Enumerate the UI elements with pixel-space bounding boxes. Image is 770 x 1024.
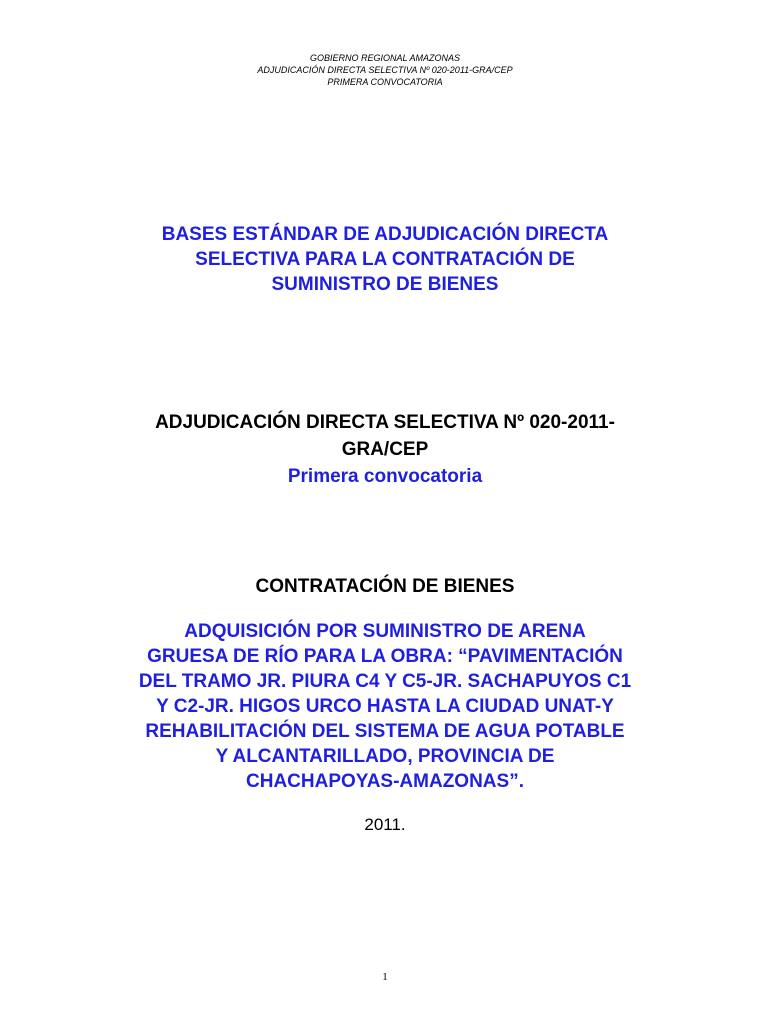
object-line: REHABILITACIÓN DEL SISTEMA DE AGUA POTABLE [145,721,625,742]
object-line: ADQUISICIÓN POR SUMINISTRO DE ARENA [184,621,586,642]
document-year: 2011. [364,815,406,834]
document-title [0,222,770,297]
object-line: Y ALCANTARILLADO, PROVINCIA DE [215,746,555,767]
object-line: CHACHAPOYAS-AMAZONAS”. [246,771,524,792]
object-line: GRUESA DE RÍO PARA LA OBRA: “PAVIMENTACIÓN [147,646,623,667]
document-header [0,52,770,88]
title-line: SUMINISTRO DE BIENES [271,274,499,295]
call-label: Primera convocatoria [287,466,483,487]
procedure-line: GRA/CEP [341,439,429,460]
page-number: 1 [382,971,388,983]
header-call: PRIMERA CONVOCATORIA [327,77,443,87]
title-line: SELECTIVA PARA LA CONTRATACIÓN DE [195,249,575,270]
contract-object [0,619,770,794]
procedure-block [0,409,770,490]
title-line: BASES ESTÁNDAR DE ADJUDICACIÓN DIRECTA [161,224,609,245]
header-organization: GOBIERNO REGIONAL AMAZONAS [309,53,461,63]
object-line: Y C2-JR. HIGOS URCO HASTA LA CIUDAD UNAT-Y [156,696,614,717]
procedure-line: ADJUDICACIÓN DIRECTA SELECTIVA Nº 020-2011- [155,412,615,433]
header-procedure: ADJUDICACIÓN DIRECTA SELECTIVA Nº 020-2011-GRA/CEP [257,65,513,75]
contract-type: CONTRATACIÓN DE BIENES [255,576,515,597]
object-line: DEL TRAMO JR. PIURA C4 Y C5-JR. SACHAPUYOS C1 [138,671,632,692]
